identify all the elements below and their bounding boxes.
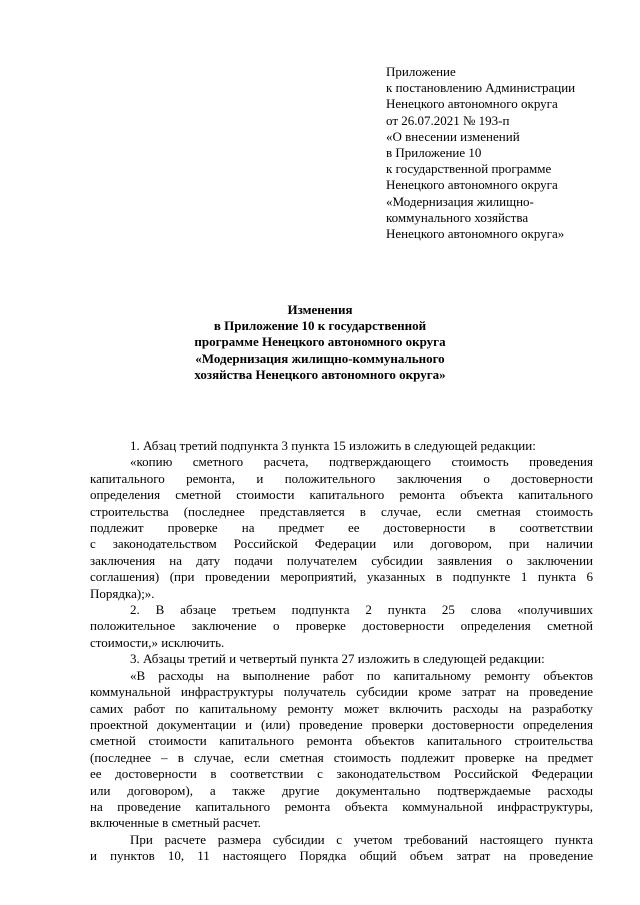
appendix-line: к постановлению Администрации <box>386 80 576 96</box>
body-text-line: При расчете размера субсидии с учетом требований настоящего пункта <box>130 831 593 847</box>
body-text-line: с законодательством Российской Федерации или договором, при наличии <box>90 536 593 552</box>
body-text-line: заключения на дату подачи получателем субсидии заявления о заключении <box>90 552 593 568</box>
body-text-line: капитального ремонта, и положительного заключения о достоверности <box>90 470 593 486</box>
body-text-line: на проведение капитального ремонта объекта коммунальной инфраструктуры, <box>90 798 593 814</box>
appendix-line: от 26.07.2021 № 193-п <box>386 112 510 128</box>
body-text-line: или договором), а также другие документально подтверждаемые расходы <box>90 782 593 798</box>
body-text-line: подлежит проверке на предмет ее достоверности в соответствии <box>90 520 593 536</box>
body-text-line: и пунктов 10, 11 настоящего Порядка общий объем затрат на проведение <box>90 848 593 864</box>
body-text-line: 3. Абзацы третий и четвертый пункта 27 изложить в следующей редакции: <box>130 651 545 667</box>
body-text-line: (последнее – в случае, если сметная стоимость подлежит проверке на предмет <box>90 749 593 765</box>
body-text-line: включенные в сметный расчет. <box>90 815 261 831</box>
title-line: в Приложение 10 к государственной <box>213 318 427 334</box>
appendix-line: «Модернизация жилищно- <box>386 193 534 209</box>
body-text-line: определения сметной стоимости капитального ремонта объекта капитального <box>90 487 593 503</box>
body-text-line: 1. Абзац третий подпункта 3 пункта 15 изложить в следующей редакции: <box>130 438 536 453</box>
body-text-line: самих работ по капитальному ремонту может включить расходы на разработку <box>90 700 593 716</box>
appendix-line: Приложение <box>386 64 456 79</box>
body-text-line: проектной документации и (или) проведение проверки достоверности определения <box>90 716 593 732</box>
appendix-line: Ненецкого автономного округа <box>386 96 558 112</box>
title-line: Изменения <box>287 302 353 317</box>
body-text-line: Порядка);». <box>90 585 155 601</box>
title-line: хозяйства Ненецкого автономного округа» <box>194 366 446 382</box>
body-text-line: «копию сметного расчета, подтверждающего стоимость проведения <box>130 454 593 470</box>
body-text-line: коммунальной инфраструктуры получатель субсидии кроме затрат на проведение <box>90 684 593 700</box>
body-text-line: ее достоверности в соответствии с законодательством Российской Федерации <box>90 766 593 782</box>
appendix-line: в Приложение 10 <box>386 145 482 161</box>
document-body <box>90 438 593 865</box>
appendix-line: Ненецкого автономного округа» <box>386 226 565 242</box>
appendix-line: коммунального хозяйства <box>386 209 529 225</box>
body-text-line: 2. В абзаце третьем подпункта 2 пункта 25 слова «получивших <box>130 602 593 618</box>
appendix-line: Ненецкого автономного округа <box>386 177 558 193</box>
appendix-line: «О внесении изменений <box>386 128 520 144</box>
title-line: «Модернизация жилищно-коммунального <box>195 350 445 366</box>
appendix-header <box>386 64 626 242</box>
appendix-line: к государственной программе <box>386 161 552 177</box>
body-text-line: строительства (последнее представляется в случае, если сметная стоимость <box>90 503 593 519</box>
document-title <box>150 302 490 383</box>
body-text-line: сметной стоимости капитального ремонта объектов капитального строительства <box>90 733 593 749</box>
body-text-line: положительное заключение о проверке достоверности определения сметной <box>90 618 593 634</box>
title-line: программе Ненецкого автономного округа <box>194 334 446 350</box>
body-text-line: «В расходы на выполнение работ по капитальному ремонту объектов <box>130 667 593 683</box>
body-text-line: соглашения) (при проведении мероприятий, указанных в подпункте 1 пункта 6 <box>90 569 593 585</box>
body-text-line: стоимости,» исключить. <box>90 634 225 650</box>
